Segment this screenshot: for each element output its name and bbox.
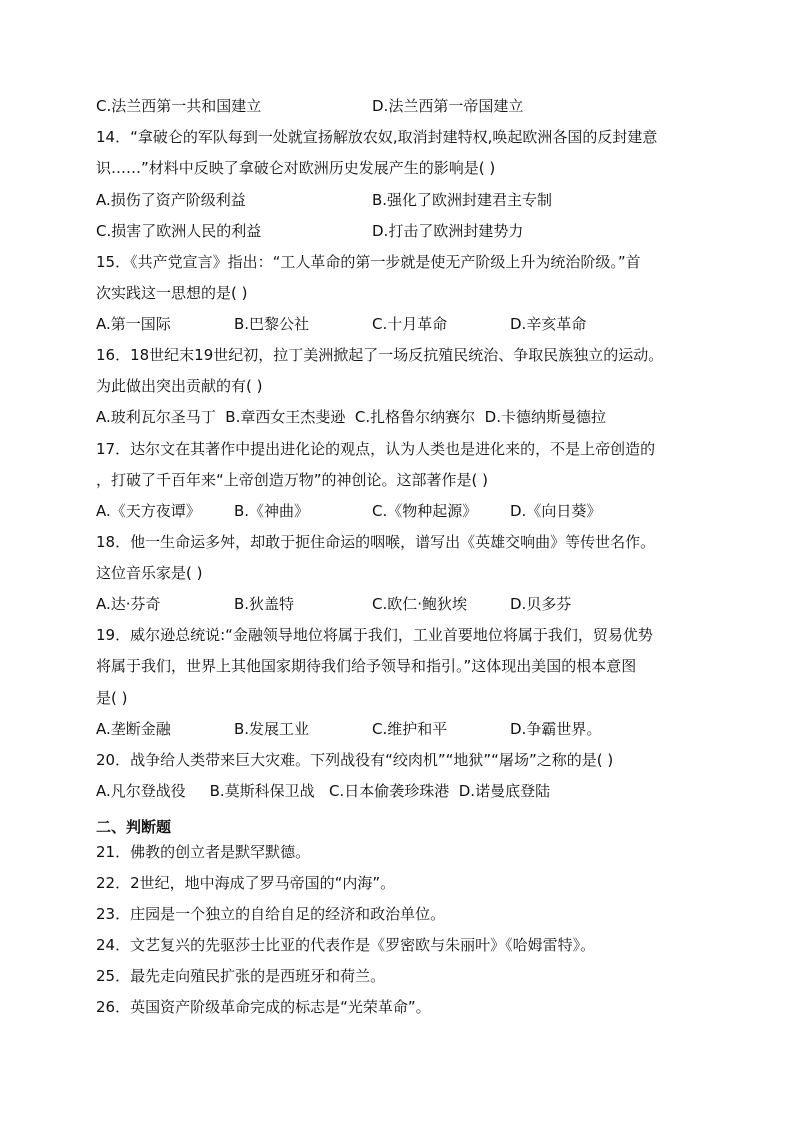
- judge-item-21: 21．佛教的创立者是默罕默德。: [96, 843, 311, 861]
- judge-item-24: 24．文艺复兴的先驱莎士比亚的代表作是《罗密欧与朱丽叶》《哈姆雷特》。: [96, 936, 596, 954]
- judge-item-22: 22．2世纪，地中海成了罗马帝国的“内海”。: [96, 874, 396, 892]
- q15-stem-line1: 15．《共产党宣言》指出：“工人革命的第一步就是使无产阶级上升为统治阶级。”首: [96, 253, 641, 271]
- q19-stem-line2: 将属于我们，世界上其他国家期待我们给予领导和指引。”这体现出美国的根本意图: [96, 657, 637, 675]
- q20-stem-line1: 20．战争给人类带来巨大灾难。下列战役有“绞肉机”“地狱”“屠场”之称的是( ): [96, 751, 614, 769]
- q18-stem-line2: 这位音乐家是( ): [96, 564, 203, 582]
- q13-option-c: C.法兰西第一共和国建立: [96, 97, 262, 115]
- q19-stem-line3: 是( ): [96, 689, 128, 707]
- q15-option-d: D.辛亥革命: [510, 315, 587, 333]
- q18-option-c: C.欧仁·鲍狄埃: [372, 595, 468, 613]
- q14-option-a: A.损伤了资产阶级利益: [96, 191, 246, 209]
- q16-options: A.玻利瓦尔圣马丁 B.章西女王杰斐逊 C.扎格鲁尔纳赛尔 D.卡德纳斯曼德拉: [96, 408, 606, 426]
- q19-option-a: A.垄断金融: [96, 720, 171, 738]
- q14-option-d: D.打击了欧洲封建势力: [372, 222, 524, 240]
- section-title-judgement: 二、判断题: [96, 818, 172, 836]
- q18-option-b: B.狄盖特: [234, 595, 295, 613]
- q15-option-c: C.十月革命: [372, 315, 448, 333]
- q17-option-b: B.《神曲》: [234, 502, 310, 520]
- q17-option-c: C.《物种起源》: [372, 502, 478, 520]
- judge-item-25: 25．最先走向殖民扩张的是西班牙和荷兰。: [96, 967, 386, 985]
- q14-stem-line2: 识……”材料中反映了拿破仑对欧洲历史发展产生的影响是( ): [96, 159, 496, 177]
- judge-item-23: 23．庄园是一个独立的自给自足的经济和政治单位。: [96, 905, 446, 923]
- judge-item-26: 26．英国资产阶级革命完成的标志是“光荣革命”。: [96, 998, 431, 1016]
- q14-stem-line1: 14．“拿破仑的军队每到一处就宣扬解放农奴,取消封建特权,唤起欧洲各国的反封建意: [96, 128, 658, 146]
- q20-options: A.凡尔登战役 B.莫斯科保卫战 C.日本偷袭珍珠港 D.诺曼底登陆: [96, 782, 551, 800]
- q19-option-b: B.发展工业: [234, 720, 310, 738]
- q17-stem-line1: 17．达尔文在其著作中提出进化论的观点，认为人类也是进化来的，不是上帝创造的: [96, 440, 656, 458]
- q14-option-b: B.强化了欧洲封建君主专制: [372, 191, 553, 209]
- q19-option-c: C.维护和平: [372, 720, 448, 738]
- q17-option-a: A.《天方夜谭》: [96, 502, 201, 520]
- q19-option-d: D.争霸世界。: [510, 720, 602, 738]
- q13-option-d: D.法兰西第一帝国建立: [372, 97, 524, 115]
- q17-stem-line2: ，打破了千百年来“上帝创造万物”的神创论。这部著作是( ): [96, 471, 489, 489]
- q18-stem-line1: 18．他一生命运多舛，却敢于扼住命运的咽喉，谱写出《英雄交响曲》等传世名作。: [96, 533, 656, 551]
- q17-option-d: D.《向日葵》: [510, 502, 602, 520]
- q18-option-d: D.贝多芬: [510, 595, 572, 613]
- q16-stem-line2: 为此做出突出贡献的有( ): [96, 377, 263, 395]
- q16-stem-line1: 16．18世纪末19世纪初，拉丁美洲掀起了一场反抗殖民统治、争取民族独立的运动。: [96, 346, 664, 364]
- q14-option-c: C.损害了欧洲人民的利益: [96, 222, 262, 240]
- q15-option-b: B.巴黎公社: [234, 315, 310, 333]
- q15-stem-line2: 次实践这一思想的是( ): [96, 284, 248, 302]
- q19-stem-line1: 19．威尔逊总统说:“金融领导地位将属于我们，工业首要地位将属于我们，贸易优势: [96, 626, 653, 644]
- q15-option-a: A.第一国际: [96, 315, 171, 333]
- q18-option-a: A.达·芬奇: [96, 595, 161, 613]
